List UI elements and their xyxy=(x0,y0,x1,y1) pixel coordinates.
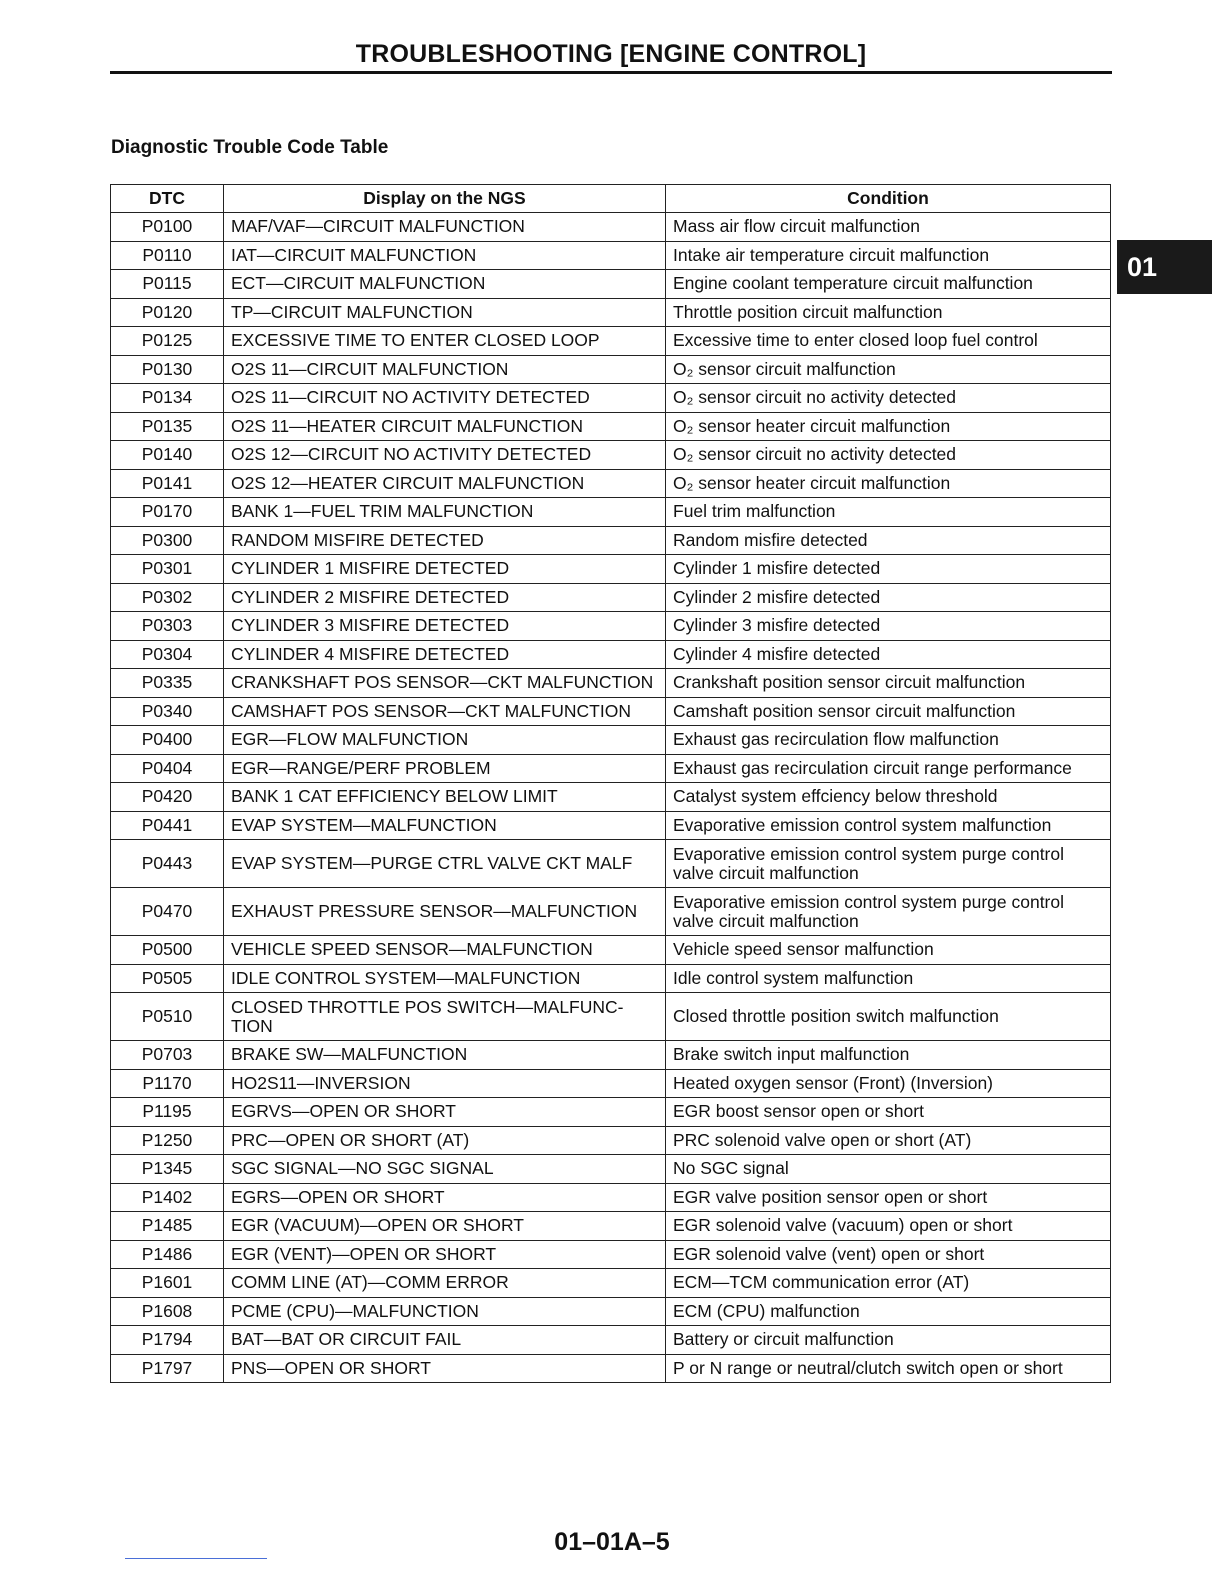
cell-condition: PRC solenoid valve open or short (AT) xyxy=(666,1126,1111,1155)
cell-condition: EGR solenoid valve (vacuum) open or short xyxy=(666,1212,1111,1241)
table-row xyxy=(111,612,1111,641)
cell-display: BRAKE SW—MALFUNCTION xyxy=(224,1041,666,1070)
cell-dtc: P0300 xyxy=(111,526,224,555)
cell-display: IDLE CONTROL SYSTEM—MALFUNCTION xyxy=(224,964,666,993)
table-row xyxy=(111,555,1111,584)
section-tab: 01 xyxy=(1117,240,1212,294)
cell-condition: Heated oxygen sensor (Front) (Inversion) xyxy=(666,1069,1111,1098)
table-row xyxy=(111,384,1111,413)
cell-display: EGR—FLOW MALFUNCTION xyxy=(224,726,666,755)
page-number: 01–01A–5 xyxy=(554,1528,670,1556)
cell-display: SGC SIGNAL—NO SGC SIGNAL xyxy=(224,1155,666,1184)
cell-dtc: P0170 xyxy=(111,498,224,527)
table-row xyxy=(111,1155,1111,1184)
cell-condition: O₂ sensor heater circuit malfunction xyxy=(666,469,1111,498)
cell-dtc: P0130 xyxy=(111,355,224,384)
cell-condition: Evaporative emission control system purge control valve circuit malfunction xyxy=(666,840,1111,888)
cell-display: O2S 11—HEATER CIRCUIT MALFUNCTION xyxy=(224,412,666,441)
cell-display: PRC—OPEN OR SHORT (AT) xyxy=(224,1126,666,1155)
cell-display: ECT—CIRCUIT MALFUNCTION xyxy=(224,270,666,299)
cell-display: RANDOM MISFIRE DETECTED xyxy=(224,526,666,555)
cell-dtc: P1195 xyxy=(111,1098,224,1127)
table-row xyxy=(111,1326,1111,1355)
table-row xyxy=(111,526,1111,555)
cell-display: CYLINDER 2 MISFIRE DETECTED xyxy=(224,583,666,612)
table-row xyxy=(111,1183,1111,1212)
cell-dtc: P1601 xyxy=(111,1269,224,1298)
cell-dtc: P0500 xyxy=(111,936,224,965)
table-row xyxy=(111,840,1111,888)
cell-condition: O₂ sensor circuit no activity detected xyxy=(666,441,1111,470)
cell-display: CLOSED THROTTLE POS SWITCH—MALFUNC-TION xyxy=(224,993,666,1041)
table-row xyxy=(111,726,1111,755)
header-rule xyxy=(110,71,1112,74)
table-header-row xyxy=(111,185,1111,213)
cell-condition: O₂ sensor circuit no activity detected xyxy=(666,384,1111,413)
table-row xyxy=(111,964,1111,993)
column-header-display: Display on the NGS xyxy=(224,185,666,213)
table-row xyxy=(111,1354,1111,1383)
cell-display: EGRVS—OPEN OR SHORT xyxy=(224,1098,666,1127)
table-row xyxy=(111,298,1111,327)
cell-dtc: P0301 xyxy=(111,555,224,584)
cell-dtc: P1345 xyxy=(111,1155,224,1184)
cell-dtc: P0335 xyxy=(111,669,224,698)
cell-display: EGR (VACUUM)—OPEN OR SHORT xyxy=(224,1212,666,1241)
cell-display: HO2S11—INVERSION xyxy=(224,1069,666,1098)
table-body xyxy=(111,213,1111,1383)
cell-condition: O₂ sensor heater circuit malfunction xyxy=(666,412,1111,441)
cell-dtc: P0304 xyxy=(111,640,224,669)
cell-condition: ECM (CPU) malfunction xyxy=(666,1297,1111,1326)
table-row xyxy=(111,811,1111,840)
table-row xyxy=(111,697,1111,726)
cell-display: IAT—CIRCUIT MALFUNCTION xyxy=(224,241,666,270)
column-header-condition: Condition xyxy=(666,185,1111,213)
cell-condition: EGR boost sensor open or short xyxy=(666,1098,1111,1127)
cell-dtc: P0505 xyxy=(111,964,224,993)
cell-condition: Cylinder 2 misfire detected xyxy=(666,583,1111,612)
cell-condition: ECM—TCM communication error (AT) xyxy=(666,1269,1111,1298)
cell-dtc: P1250 xyxy=(111,1126,224,1155)
cell-condition: Mass air flow circuit malfunction xyxy=(666,213,1111,242)
cell-display: EGRS—OPEN OR SHORT xyxy=(224,1183,666,1212)
cell-condition: Battery or circuit malfunction xyxy=(666,1326,1111,1355)
cell-condition: Cylinder 4 misfire detected xyxy=(666,640,1111,669)
cell-dtc: P1402 xyxy=(111,1183,224,1212)
cell-display: BANK 1—FUEL TRIM MALFUNCTION xyxy=(224,498,666,527)
cell-dtc: P0420 xyxy=(111,783,224,812)
cell-dtc: P1794 xyxy=(111,1326,224,1355)
cell-display: EXHAUST PRESSURE SENSOR—MALFUNCTION xyxy=(224,888,666,936)
cell-condition: Catalyst system effciency below threshold xyxy=(666,783,1111,812)
cell-dtc: P0140 xyxy=(111,441,224,470)
cell-dtc: P0115 xyxy=(111,270,224,299)
cell-display: PNS—OPEN OR SHORT xyxy=(224,1354,666,1383)
column-header-dtc: DTC xyxy=(111,185,224,213)
cell-condition: No SGC signal xyxy=(666,1155,1111,1184)
cell-dtc: P0441 xyxy=(111,811,224,840)
cell-display: MAF/VAF—CIRCUIT MALFUNCTION xyxy=(224,213,666,242)
cell-display: CRANKSHAFT POS SENSOR—CKT MALFUNCTION xyxy=(224,669,666,698)
cell-display: O2S 12—CIRCUIT NO ACTIVITY DETECTED xyxy=(224,441,666,470)
cell-dtc: P0400 xyxy=(111,726,224,755)
table-row xyxy=(111,1126,1111,1155)
table-row xyxy=(111,1269,1111,1298)
cell-condition: Crankshaft position sensor circuit malfunction xyxy=(666,669,1111,698)
cell-dtc: P0703 xyxy=(111,1041,224,1070)
cell-condition: Cylinder 3 misfire detected xyxy=(666,612,1111,641)
table-row xyxy=(111,1297,1111,1326)
cell-dtc: P0134 xyxy=(111,384,224,413)
cell-condition: EGR solenoid valve (vent) open or short xyxy=(666,1240,1111,1269)
cell-condition: Camshaft position sensor circuit malfunction xyxy=(666,697,1111,726)
table-row xyxy=(111,270,1111,299)
cell-dtc: P0100 xyxy=(111,213,224,242)
cell-condition: Intake air temperature circuit malfunction xyxy=(666,241,1111,270)
cell-condition: Exhaust gas recirculation circuit range performance xyxy=(666,754,1111,783)
cell-display: BANK 1 CAT EFFICIENCY BELOW LIMIT xyxy=(224,783,666,812)
cell-dtc: P0141 xyxy=(111,469,224,498)
cell-display: COMM LINE (AT)—COMM ERROR xyxy=(224,1269,666,1298)
table-row xyxy=(111,669,1111,698)
cell-display: EXCESSIVE TIME TO ENTER CLOSED LOOP xyxy=(224,327,666,356)
table-row xyxy=(111,498,1111,527)
cell-condition: Evaporative emission control system malfunction xyxy=(666,811,1111,840)
table-row xyxy=(111,1069,1111,1098)
cell-dtc: P0302 xyxy=(111,583,224,612)
table-row xyxy=(111,355,1111,384)
dtc-table xyxy=(110,184,1111,1383)
cell-dtc: P1797 xyxy=(111,1354,224,1383)
cell-display: O2S 11—CIRCUIT MALFUNCTION xyxy=(224,355,666,384)
cell-dtc: P0303 xyxy=(111,612,224,641)
table-row xyxy=(111,936,1111,965)
cell-condition: O₂ sensor circuit malfunction xyxy=(666,355,1111,384)
cell-condition: Fuel trim malfunction xyxy=(666,498,1111,527)
cell-dtc: P0510 xyxy=(111,993,224,1041)
page-title: TROUBLESHOOTING [ENGINE CONTROL] xyxy=(355,40,867,68)
table-row xyxy=(111,241,1111,270)
cell-condition: Closed throttle position switch malfunction xyxy=(666,993,1111,1041)
cell-dtc: P0120 xyxy=(111,298,224,327)
cell-display: VEHICLE SPEED SENSOR—MALFUNCTION xyxy=(224,936,666,965)
cell-dtc: P0135 xyxy=(111,412,224,441)
cell-display: CYLINDER 3 MISFIRE DETECTED xyxy=(224,612,666,641)
cell-condition: Brake switch input malfunction xyxy=(666,1041,1111,1070)
table-row xyxy=(111,213,1111,242)
cell-dtc: P1486 xyxy=(111,1240,224,1269)
cell-condition: P or N range or neutral/clutch switch open or short xyxy=(666,1354,1111,1383)
table-row xyxy=(111,640,1111,669)
cell-dtc: P1485 xyxy=(111,1212,224,1241)
section-title: Diagnostic Trouble Code Table xyxy=(111,137,389,158)
table-row xyxy=(111,469,1111,498)
cell-display: CYLINDER 4 MISFIRE DETECTED xyxy=(224,640,666,669)
cell-condition: EGR valve position sensor open or short xyxy=(666,1183,1111,1212)
cell-dtc: P0470 xyxy=(111,888,224,936)
cell-display: CYLINDER 1 MISFIRE DETECTED xyxy=(224,555,666,584)
table-row xyxy=(111,583,1111,612)
cell-condition: Throttle position circuit malfunction xyxy=(666,298,1111,327)
cell-condition: Idle control system malfunction xyxy=(666,964,1111,993)
cell-condition: Excessive time to enter closed loop fuel control xyxy=(666,327,1111,356)
cell-display: TP—CIRCUIT MALFUNCTION xyxy=(224,298,666,327)
cell-display: EVAP SYSTEM—MALFUNCTION xyxy=(224,811,666,840)
cell-dtc: P0443 xyxy=(111,840,224,888)
cell-display: EVAP SYSTEM—PURGE CTRL VALVE CKT MALF xyxy=(224,840,666,888)
cell-condition: Cylinder 1 misfire detected xyxy=(666,555,1111,584)
cell-display: EGR (VENT)—OPEN OR SHORT xyxy=(224,1240,666,1269)
table-row xyxy=(111,412,1111,441)
table-row xyxy=(111,1098,1111,1127)
cell-condition: Exhaust gas recirculation flow malfunction xyxy=(666,726,1111,755)
table-row xyxy=(111,441,1111,470)
cell-display: PCME (CPU)—MALFUNCTION xyxy=(224,1297,666,1326)
cell-display: O2S 11—CIRCUIT NO ACTIVITY DETECTED xyxy=(224,384,666,413)
cell-condition: Evaporative emission control system purge control valve circuit malfunction xyxy=(666,888,1111,936)
cell-condition: Vehicle speed sensor malfunction xyxy=(666,936,1111,965)
cell-display: CAMSHAFT POS SENSOR—CKT MALFUNCTION xyxy=(224,697,666,726)
cell-dtc: P0404 xyxy=(111,754,224,783)
table-row xyxy=(111,1041,1111,1070)
table-row xyxy=(111,783,1111,812)
cell-dtc: P0125 xyxy=(111,327,224,356)
cell-dtc: P0110 xyxy=(111,241,224,270)
cell-condition: Random misfire detected xyxy=(666,526,1111,555)
table-row xyxy=(111,1240,1111,1269)
cell-display: BAT—BAT OR CIRCUIT FAIL xyxy=(224,1326,666,1355)
cell-display: EGR—RANGE/PERF PROBLEM xyxy=(224,754,666,783)
footer-link-underline xyxy=(125,1558,267,1559)
table-row xyxy=(111,888,1111,936)
table-row xyxy=(111,993,1111,1041)
cell-dtc: P0340 xyxy=(111,697,224,726)
cell-display: O2S 12—HEATER CIRCUIT MALFUNCTION xyxy=(224,469,666,498)
table-row xyxy=(111,754,1111,783)
cell-dtc: P1608 xyxy=(111,1297,224,1326)
table-row xyxy=(111,327,1111,356)
cell-dtc: P1170 xyxy=(111,1069,224,1098)
table-row xyxy=(111,1212,1111,1241)
cell-condition: Engine coolant temperature circuit malfunction xyxy=(666,270,1111,299)
